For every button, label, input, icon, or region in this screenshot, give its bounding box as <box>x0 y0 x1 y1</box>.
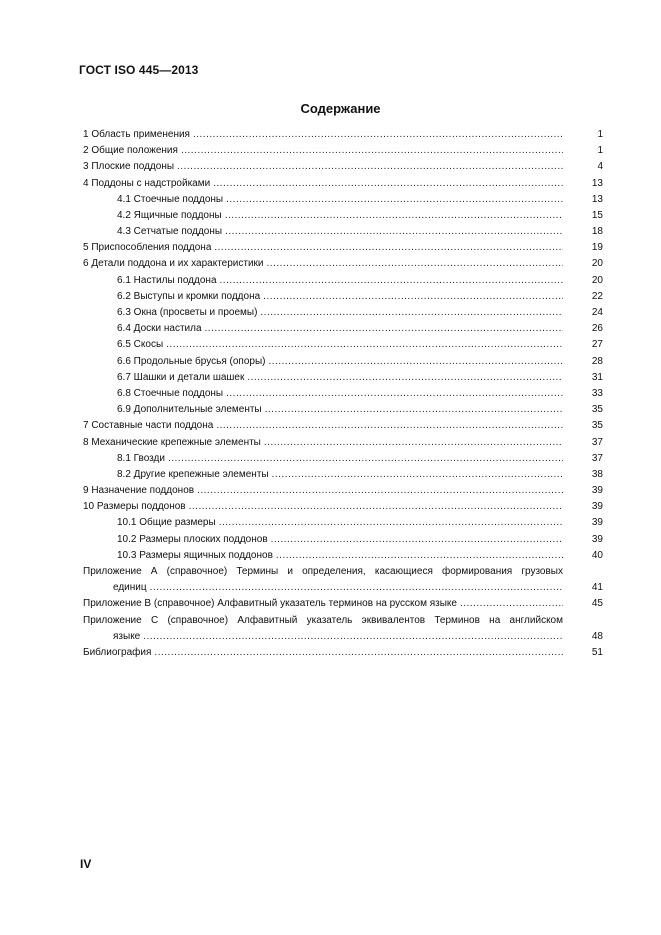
toc-entry-page: 20 <box>591 274 603 286</box>
toc-entry-label: 6.8 Стоечные поддоны <box>117 387 224 399</box>
toc-entry-label: 10 Размеры поддонов <box>83 501 186 513</box>
toc-entry-page: 22 <box>591 290 603 302</box>
toc-leader-dots <box>214 240 563 256</box>
toc-entry[interactable] <box>83 337 603 353</box>
toc-entry-label: 4 Поддоны с надстройками <box>83 177 211 189</box>
toc-entry[interactable] <box>83 176 603 192</box>
toc-entry-page: 20 <box>591 258 603 270</box>
toc-entry-label: 8.2 Другие крепежные элементы <box>117 468 269 480</box>
toc-entry[interactable] <box>83 159 603 175</box>
toc-leader-dots <box>263 289 563 305</box>
toc-entry[interactable] <box>83 402 603 418</box>
toc-entry-page: 41 <box>591 582 603 594</box>
toc-leader-dots <box>271 532 563 548</box>
toc-entry-label: 2 Общие положения <box>83 145 178 157</box>
toc-entry-label: 8 Механические крепежные элементы <box>83 436 261 448</box>
toc-leader-dots <box>150 580 563 596</box>
toc-entry-page: 15 <box>591 209 603 221</box>
toc-leader-dots <box>181 143 563 159</box>
toc-leader-dots <box>276 548 563 564</box>
toc-entry[interactable] <box>83 289 603 305</box>
toc-entry[interactable] <box>83 192 603 208</box>
toc-entry[interactable] <box>83 273 603 289</box>
page-number: IV <box>80 857 92 871</box>
toc-entry[interactable] <box>83 240 603 256</box>
toc-entry-label: 10.2 Размеры плоских поддонов <box>117 533 268 545</box>
toc-entry-page: 39 <box>591 501 603 513</box>
toc-entry-page: 39 <box>591 533 603 545</box>
toc-entry-page: 13 <box>591 193 603 205</box>
toc-leader-dots <box>226 192 563 208</box>
toc-leader-dots <box>193 127 563 143</box>
toc-entry[interactable] <box>83 499 603 515</box>
toc-leader-dots <box>226 386 563 402</box>
toc-entry-page: 27 <box>591 339 603 351</box>
toc-entry[interactable] <box>83 451 603 467</box>
toc-entry-label: 6.1 Настилы поддона <box>117 274 217 286</box>
toc-leader-dots <box>177 159 563 175</box>
toc-entry-label: 4.1 Стоечные поддоны <box>117 193 224 205</box>
toc-entry-label: 7 Составные части поддона <box>83 420 214 432</box>
toc-title: Содержание <box>300 101 381 116</box>
toc-entry-page: 35 <box>591 404 603 416</box>
toc-leader-dots <box>272 467 563 483</box>
toc-entry[interactable] <box>83 516 603 532</box>
toc-entry-page: 39 <box>591 517 603 529</box>
toc-entry-bibliography[interactable] <box>83 645 603 661</box>
toc-entry-page: 48 <box>591 630 603 642</box>
toc-entry-page: 26 <box>591 323 603 335</box>
toc-entry-page: 33 <box>591 387 603 399</box>
toc-entry[interactable] <box>83 127 603 143</box>
toc-entry-label: 3 Плоские поддоны <box>83 161 175 173</box>
toc-entry-page: 28 <box>591 355 603 367</box>
toc-entry-label: 4.3 Сетчатые поддоны <box>117 226 223 238</box>
toc-entries <box>83 127 603 564</box>
toc-entry[interactable] <box>83 418 603 434</box>
toc-entry-label: 5 Приспособления поддона <box>83 242 212 254</box>
toc-entry-label: Библиография <box>83 647 152 659</box>
toc-entry-page: 51 <box>591 647 603 659</box>
toc-leader-dots <box>265 402 563 418</box>
toc-entry-label: 6.5 Скосы <box>117 339 164 351</box>
toc-entry[interactable] <box>83 467 603 483</box>
toc-leader-dots <box>166 337 563 353</box>
toc-entry[interactable] <box>83 224 603 240</box>
toc-entry[interactable] <box>83 321 603 337</box>
toc-entry[interactable] <box>83 386 603 402</box>
toc-leader-dots <box>168 451 563 467</box>
toc-entry-page: 19 <box>591 242 603 254</box>
toc-leader-dots <box>264 435 563 451</box>
toc-entry-page: 18 <box>591 226 603 238</box>
toc-entry-label: 10.1 Общие размеры <box>117 517 216 529</box>
toc-entry-page: 31 <box>591 371 603 383</box>
toc-leader-dots <box>460 596 563 612</box>
toc-entry-label-cont: языке <box>113 630 141 642</box>
toc-leader-dots <box>197 483 563 499</box>
toc-leader-dots <box>260 305 563 321</box>
toc-entry[interactable] <box>83 532 603 548</box>
toc-leader-dots <box>247 370 563 386</box>
toc-entry[interactable] <box>83 305 603 321</box>
toc-entry-label: Приложение А (справочное) Термины и определения, касающиеся формирования грузовых <box>83 566 563 578</box>
toc-entry[interactable] <box>83 143 603 159</box>
toc-entry-page: 37 <box>591 452 603 464</box>
toc-entry-page: 13 <box>591 177 603 189</box>
toc-entry-label: 6 Детали поддона и их характеристики <box>83 258 264 270</box>
toc-entry-appendix-b[interactable] <box>83 596 603 612</box>
toc-entry-label: 6.2 Выступы и кромки поддона <box>117 290 261 302</box>
toc-entry-label: Приложение В (справочное) Алфавитный указатель терминов на русском языке <box>83 598 457 610</box>
toc-entry[interactable] <box>83 370 603 386</box>
toc-entry[interactable] <box>83 354 603 370</box>
toc-entry-appendix-a[interactable] <box>83 564 603 596</box>
table-of-contents <box>83 127 603 661</box>
toc-entry[interactable] <box>83 257 603 273</box>
toc-entry-label: 4.2 Ящичные поддоны <box>117 209 222 221</box>
toc-entry-page: 40 <box>591 549 603 561</box>
toc-leader-dots <box>205 321 563 337</box>
toc-entry-appendix-c[interactable] <box>83 613 603 645</box>
toc-entry-page: 45 <box>591 598 603 610</box>
toc-leader-dots <box>219 515 563 531</box>
toc-leader-dots <box>267 256 563 272</box>
toc-entry-label: 1 Область применения <box>83 128 190 140</box>
document-header: ГОСТ ISO 445—2013 <box>79 63 199 77</box>
toc-entry[interactable] <box>83 208 603 224</box>
toc-entry-page: 35 <box>591 420 603 432</box>
toc-entry-label: 6.3 Окна (просветы и проемы) <box>117 307 258 319</box>
toc-entry-page: 24 <box>591 307 603 319</box>
toc-entry-label: 6.9 Дополнительные элементы <box>117 404 262 416</box>
toc-entry-label: 10.3 Размеры ящичных поддонов <box>117 549 273 561</box>
toc-entry[interactable] <box>83 548 603 564</box>
toc-entry-label: 6.4 Доски настила <box>117 323 202 335</box>
toc-leader-dots <box>216 418 563 434</box>
toc-entry[interactable] <box>83 483 603 499</box>
toc-entry[interactable] <box>83 435 603 451</box>
toc-leader-dots <box>225 224 563 240</box>
toc-entry-page: 37 <box>591 436 603 448</box>
toc-entry-page: 1 <box>597 128 603 140</box>
toc-entry-page: 1 <box>597 145 603 157</box>
toc-leader-dots <box>189 499 563 515</box>
toc-entry-page: 38 <box>591 468 603 480</box>
toc-entry-label: 8.1 Гвозди <box>117 452 165 464</box>
toc-entry-label: 9 Назначение поддонов <box>83 485 195 497</box>
toc-leader-dots <box>154 645 563 661</box>
toc-leader-dots <box>268 354 563 370</box>
toc-entry-label: 6.6 Продольные брусья (опоры) <box>117 355 266 367</box>
toc-leader-dots <box>143 629 563 645</box>
toc-entry-label: 6.7 Шашки и детали шашек <box>117 371 245 383</box>
toc-entry-page: 39 <box>591 485 603 497</box>
toc-leader-dots <box>213 176 563 192</box>
toc-entry-label: Приложение С (справочное) Алфавитный указатель эквивалентов Терминов на английском <box>83 614 563 626</box>
toc-entry-label-cont: единиц <box>113 582 147 594</box>
toc-leader-dots <box>220 273 563 289</box>
toc-leader-dots <box>225 208 563 224</box>
toc-entry-page: 4 <box>597 161 603 173</box>
